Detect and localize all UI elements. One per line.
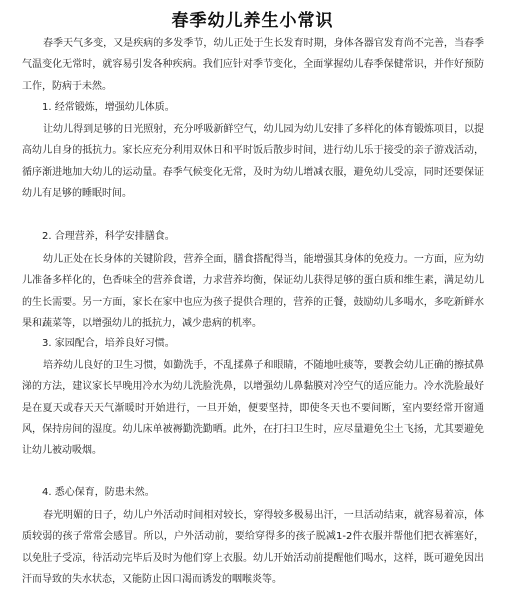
section-2-heading: 2. 合理营养，科学安排膳食。	[42, 231, 175, 242]
section-2-body: 幼儿正处在长身体的关键阶段，营养全面，膳食搭配得当，能增强其身体的免疫力。一方面，应为幼儿准备多样化的，色香味全的营养食谱，力求营养均衡，保证幼儿获得足够的蛋白质和维生素，满足幼儿的生长需要。另一方面，家长在家中也应为孩子提供合理的，营养的正餐，鼓励幼儿多喝水，多吃新鲜水果和蔬菜等，以增强幼儿的抵抗力，减少患病的机率。	[22, 254, 484, 329]
document-title: 春季幼儿养生小常识	[171, 11, 334, 31]
section-4-heading: 4. 悉心保育，防患未然。	[42, 487, 155, 498]
section-4-body: 春光明媚的日子，幼儿户外活动时间相对较长，穿得较多极易出汗，一旦活动结束，就容易着凉，体质较弱的孩子常常会感冒。所以，户外活动前，要给穿得多的孩子脱减1-2件衣服并帮他们把衣裤塞好，以免肚子受凉，待活动完毕后及时为他们穿上衣服。幼儿开始活动前提醒他们喝水，这样，既可避免因出汗而导致的失水状态，又能防止因口渴而诱发的咽喉炎等。	[22, 510, 484, 585]
intro-paragraph: 春季天气多变，又是疾病的多发季节，幼儿正处于生长发育时期，身体各器官发育尚不完善，当春季气温变化无常时，就容易引发各种疾病。我们应针对季节变化，全面掌握幼儿春季保健常识，并作好预防工作，防病于未然。	[22, 38, 484, 92]
section-1-body: 让幼儿得到足够的日光照射，充分呼吸新鲜空气，幼儿园为幼儿安排了多样化的体育锻炼项目，以提高幼儿自身的抵抗力。家长应充分利用双休日和平时饭后散步时间，进行幼儿乐于接受的亲子游戏活动，循序渐进地加大幼儿的运动量。春季气候变化无常，及时为幼儿增减衣服，避免幼儿受凉，同时还要保证幼儿有足够的睡眠时间。	[22, 124, 484, 199]
section-3-body: 培养幼儿良好的卫生习惯，如勤洗手，不乱揉鼻子和眼睛，不随地吐痰等，要教会幼儿正确的擦拭鼻涕的方法，建议家长早晚用冷水为幼儿洗脸洗鼻，以增强幼儿鼻黏膜对冷空气的适应能力。冷水洗脸最好是在夏天或春天天气渐暖时开始进行，一旦开始，便要坚持，即使冬天也不要间断，室内要经常开窗通风，保持房间的湿度。幼儿床单被褥勤洗勤晒。此外，在打扫卫生时，应尽量避免尘土飞扬，尤其要避免让幼儿被动吸烟。	[22, 360, 484, 457]
section-3-heading: 3. 家园配合，培养良好习惯。	[42, 338, 175, 349]
section-1-heading: 1. 经常锻炼，增强幼儿体质。	[42, 102, 175, 113]
